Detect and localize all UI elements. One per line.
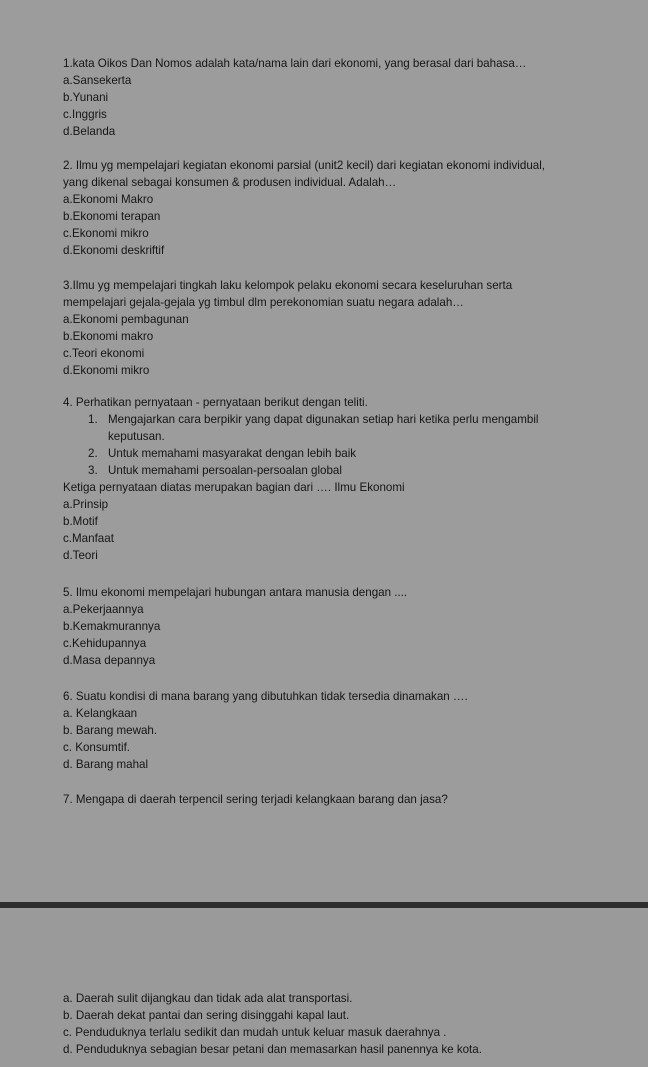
question-7-option-c: c. Penduduknya terlalu sedikit dan mudah untuk keluar masuk daerahnya . xyxy=(63,1026,447,1039)
question-3-option-d: d.Ekonomi mikro xyxy=(63,364,150,377)
question-3-option-b: b.Ekonomi makro xyxy=(63,330,154,343)
question-4-statement-1 xyxy=(63,411,633,445)
question-2-option-b: b.Ekonomi terapan xyxy=(63,210,161,223)
question-3-text-line-2: mempelajari gejala-gejala yg timbul dlm perekonomian suatu negara adalah… xyxy=(63,296,464,309)
question-1-option-a: a.Sansekerta xyxy=(63,74,132,87)
statement-number: 3. xyxy=(88,464,98,477)
question-6-option-d: d. Barang mahal xyxy=(63,758,149,771)
question-4-option-d: d.Teori xyxy=(63,549,98,562)
question-6-option-a: a. Kelangkaan xyxy=(63,707,138,720)
question-2 xyxy=(63,157,633,259)
question-4-option-a: a.Prinsip xyxy=(63,498,109,511)
statement-number: 1. xyxy=(88,413,98,426)
question-2-text-line-1: 2. Ilmu yg mempelajari kegiatan ekonomi parsial (unit2 kecil) dari kegiatan ekonomi individual, xyxy=(63,159,546,172)
question-3 xyxy=(63,277,633,379)
question-1-option-d: d.Belanda xyxy=(63,125,116,138)
question-6-text: 6. Suatu kondisi di mana barang yang dibutuhkan tidak tersedia dinamakan …. xyxy=(63,690,468,703)
question-7-option-d: d. Penduduknya sebagian besar petani dan memasarkan hasil panennya ke kota. xyxy=(63,1043,482,1056)
question-5-option-c: c.Kehidupannya xyxy=(63,637,147,650)
question-3-option-c: c.Teori ekonomi xyxy=(63,347,145,360)
question-6-option-c: c. Konsumtif. xyxy=(63,741,131,754)
question-4-text: 4. Perhatikan pernyataan - pernyataan berikut dengan teliti. xyxy=(63,396,368,409)
question-1-text: 1.kata Oikos Dan Nomos adalah kata/nama lain dari ekonomi, yang berasal dari bahasa… xyxy=(63,57,527,70)
question-5 xyxy=(63,584,633,669)
question-6-option-b: b. Barang mewah. xyxy=(63,724,158,737)
question-7-option-b: b. Daerah dekat pantai dan sering disinggahi kapal laut. xyxy=(63,1009,350,1022)
question-3-option-a: a.Ekonomi pembagunan xyxy=(63,313,189,326)
question-7-option-a: a. Daerah sulit dijangkau dan tidak ada alat transportasi. xyxy=(63,992,353,1005)
question-4 xyxy=(63,394,633,564)
question-2-text-line-2: yang dikenal sebagai konsumen & produsen individual. Adalah… xyxy=(63,176,397,189)
question-4-statement-3 xyxy=(63,462,633,479)
statement-number: 2. xyxy=(88,447,98,460)
question-7-options xyxy=(63,990,633,1058)
question-2-option-a: a.Ekonomi Makro xyxy=(63,193,154,206)
question-2-option-d: d.Ekonomi deskriftif xyxy=(63,244,165,257)
question-7 xyxy=(63,791,633,808)
question-1-option-b: b.Yunani xyxy=(63,91,109,104)
question-4-option-b: b.Motif xyxy=(63,515,98,528)
question-5-option-b: b.Kemakmurannya xyxy=(63,620,161,633)
question-2-option-c: c.Ekonomi mikro xyxy=(63,227,149,240)
statement-text: Untuk memahami persoalan-persoalan global xyxy=(108,464,342,477)
statement-text: Untuk memahami masyarakat dengan lebih baik xyxy=(108,447,357,460)
question-7-text: 7. Mengapa di daerah terpencil sering terjadi kelangkaan barang dan jasa? xyxy=(63,793,448,806)
statement-text-line-2: keputusan. xyxy=(108,430,165,443)
question-5-option-a: a.Pekerjaannya xyxy=(63,603,144,616)
statement-text-line-1: Mengajarkan cara berpikir yang dapat digunakan setiap hari ketika perlu mengambil xyxy=(108,413,539,426)
question-4-follow-up: Ketiga pernyataan diatas merupakan bagian dari …. Ilmu Ekonomi xyxy=(63,481,405,494)
question-4-statement-2 xyxy=(63,445,633,462)
question-3-text-line-1: 3.Ilmu yg mempelajari tingkah laku kelompok pelaku ekonomi secara keseluruhan serta xyxy=(63,279,513,292)
question-1 xyxy=(63,55,633,140)
question-5-option-d: d.Masa depannya xyxy=(63,654,156,667)
question-1-option-c: c.Inggris xyxy=(63,108,107,121)
question-6 xyxy=(63,688,633,773)
question-4-option-c: c.Manfaat xyxy=(63,532,114,545)
question-5-text: 5. Ilmu ekonomi mempelajari hubungan antara manusia dengan .... xyxy=(63,586,408,599)
